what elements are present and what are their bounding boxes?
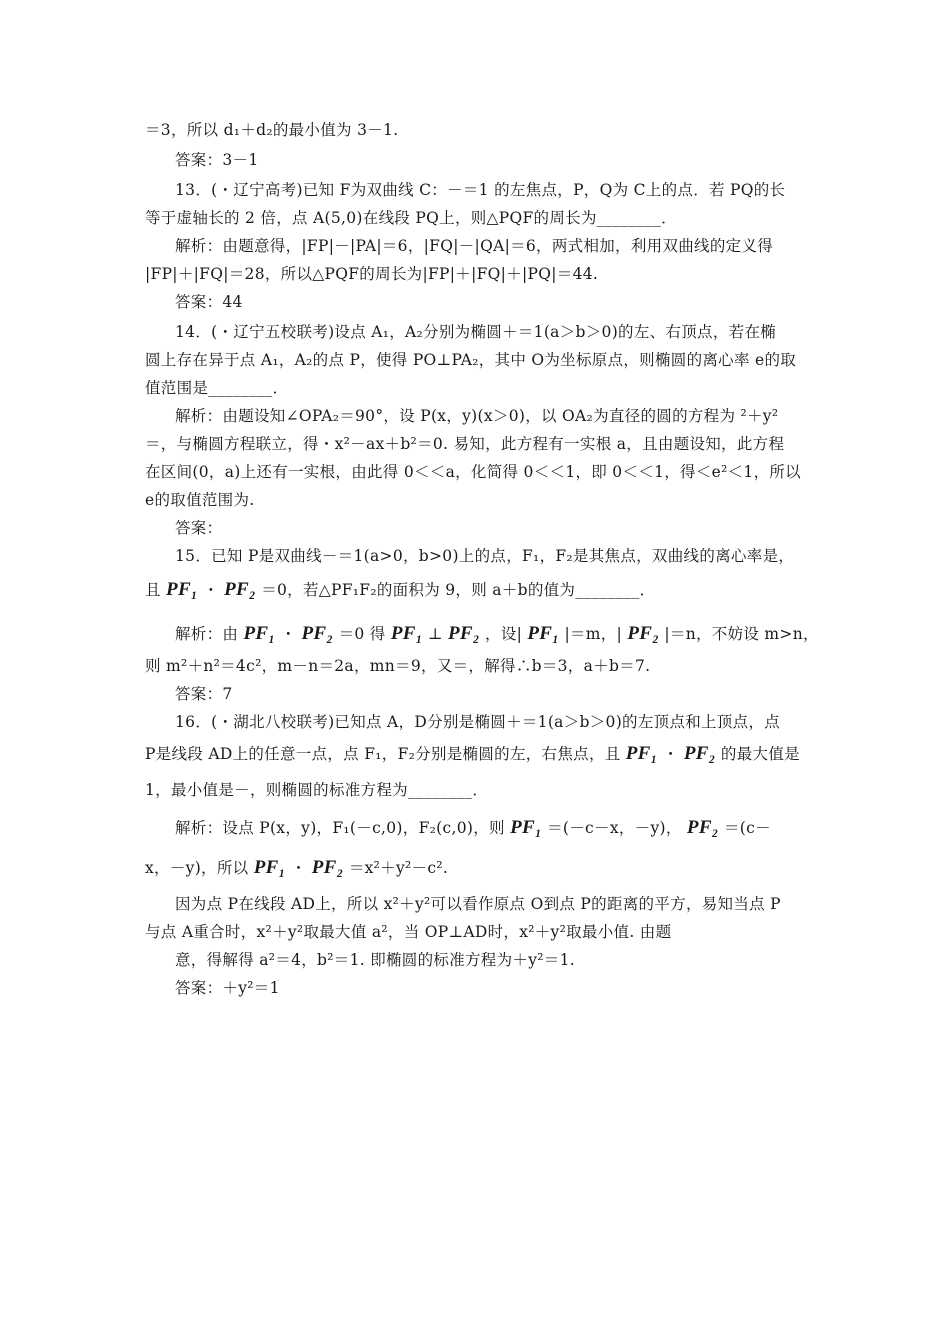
dot-operator: ・: [280, 625, 297, 643]
text-line: ＝3，所以 d₁＋d₂的最小值为 3－1.: [145, 121, 399, 139]
vector-pf1: PF₁: [166, 579, 198, 600]
solution-line: 因为点 P在线段 AD上，所以 x²＋y²可以看作原点 O到点 P的距离的平方，易知当点 P: [175, 895, 781, 913]
problem-13-line: 等于虚轴长的 2 倍，点 A(5,0)在线段 PQ上，则△PQF的周长为________．: [145, 209, 677, 227]
problem-14-line: 圆上存在异于点 A₁，A₂的点 P，使得 PO⊥PA₂，其中 O为坐标原点，则椭圆的离心率 e的取: [145, 351, 797, 369]
text: 且: [145, 581, 161, 599]
text: 解析：设点 P(x，y)，F₁(－c,0)，F₂(c,0)，则: [175, 819, 505, 837]
vector-pf1: PF₁: [253, 857, 286, 878]
text: |＝n，不妨设 m>n，: [664, 625, 819, 643]
vector-pf1: PF₁: [527, 623, 560, 644]
solution-line: |FP|＋|FQ|＝28，所以△PQF的周长为|FP|＋|FQ|＋|PQ|＝44.: [145, 265, 599, 283]
solution-line: [175, 624, 845, 644]
solution-line: 意，得解得 a²＝4，b²＝1. 即椭圆的标准方程为＋y²＝1.: [175, 951, 575, 969]
solution-line: 与点 A重合时，x²＋y²取最大值 a²，当 OP⊥AD时，x²＋y²取最小值. 由题: [145, 923, 672, 941]
vector-pf1: PF₁: [625, 743, 658, 764]
problem-16-line: 1，最小值是－，则椭圆的标准方程为________．: [145, 781, 489, 799]
answer-line: 答案：＋y²＝1: [175, 979, 280, 997]
solution-line: 解析：由题设知∠OPA₂＝90°，设 P(x，y)(x＞0)，以 OA₂为直径的圆的方程为 ²＋y²: [175, 407, 779, 425]
answer-line: 答案：3－1: [175, 151, 259, 169]
answer-line: 答案：: [175, 519, 223, 537]
answer-line: 答案：44: [175, 293, 243, 311]
solution-line: 则 m²＋n²＝4c²，m－n＝2a，mn＝9，又＝，解得∴b＝3，a＋b＝7.: [145, 657, 651, 675]
vector-pf2: PF₂: [447, 623, 480, 644]
vector-pf2: PF₂: [301, 623, 334, 644]
vector-pf2: PF₂: [224, 579, 256, 600]
problem-16-line: 16．(・湖北八校联考)已知点 A，D分别是椭圆＋＝1(a＞b＞0)的左顶点和上顶点，点: [175, 713, 781, 731]
solution-line: e的取值范围为.: [145, 491, 255, 509]
problem-13-line: 13．(・辽宁高考)已知 F为双曲线 C：－＝1 的左焦点，P，Q为 C上的点．若 PQ的长: [175, 181, 786, 199]
vector-pf1: PF₁: [243, 623, 276, 644]
problem-15-line: 15．已知 P是双曲线－＝1(a>0，b>0)上的点，F₁，F₂是其焦点，双曲线的离心率是，: [175, 547, 795, 565]
text: |＝m，|: [564, 625, 623, 643]
text: x，－y)，所以: [145, 859, 249, 877]
perp-symbol: ⊥: [427, 625, 443, 643]
solution-line: [145, 858, 815, 878]
problem-14-line: 14．(・辽宁五校联考)设点 A₁，A₂分别为椭圆＋＝1(a＞b＞0)的左、右顶点，若在椭: [175, 323, 777, 341]
text: ＝(－c－x，－y)，: [547, 819, 682, 837]
problem-16-line: [145, 744, 815, 764]
solution-line: 解析：由题意得，|FP|－|PA|＝6，|FQ|－|QA|＝6，两式相加，利用双曲线的定义得: [175, 237, 774, 255]
dot-operator: ・: [203, 581, 219, 599]
vector-pf2: PF₂: [627, 623, 660, 644]
text: ＝x²＋y²－c².: [348, 859, 449, 877]
text: P是线段 AD上的任意一点，点 F₁，F₂分别是椭圆的左，右焦点，且: [145, 745, 621, 763]
vector-pf1: PF₁: [390, 623, 423, 644]
text: ＝(c－: [723, 819, 771, 837]
problem-15-line: [145, 580, 815, 600]
text: ＝0 得: [338, 625, 386, 643]
text: ＝0，若△PF₁F₂的面积为 9，则 a＋b的值为________．: [261, 581, 656, 599]
text: ，设|: [485, 625, 523, 643]
vector-pf1: PF₁: [510, 817, 542, 838]
dot-operator: ・: [290, 859, 307, 877]
solution-line: [175, 818, 845, 838]
text: 解析：由: [175, 625, 239, 643]
solution-line: ＝，与椭圆方程联立，得・x²－ax＋b²＝0. 易知，此方程有一实根 a，且由题设知，此方程: [145, 435, 785, 453]
vector-pf2: PF₂: [311, 857, 344, 878]
vector-pf2: PF₂: [683, 743, 716, 764]
vector-pf2: PF₂: [686, 817, 719, 838]
dot-operator: ・: [662, 745, 679, 763]
answer-line: 答案：7: [175, 685, 233, 703]
text: 的最大值是: [720, 745, 800, 763]
solution-line: 在区间(0，a)上还有一实根，由此得 0＜＜a，化简得 0＜＜1，即 0＜＜1，得＜e²＜1，所以: [145, 463, 801, 481]
problem-14-line: 值范围是________．: [145, 379, 289, 397]
